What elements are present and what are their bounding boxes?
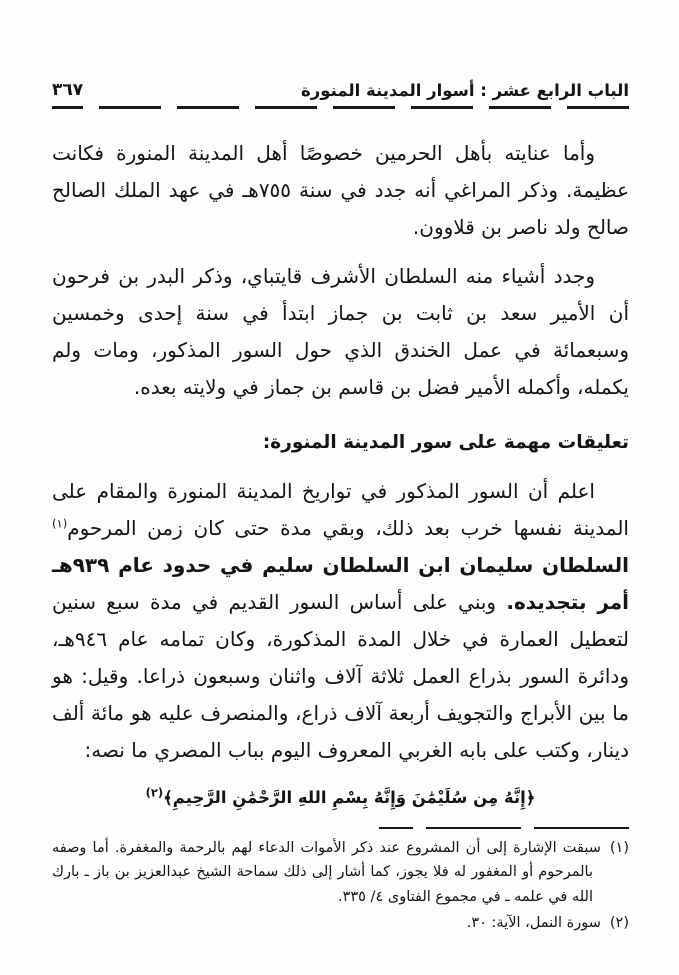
paragraph-2: وجدد أشياء منه السلطان الأشرف قايتباي، وذكر البدر بن فرحون أن الأمير سعد بن ثابت بن جماز ابتدأ في سنة إحدى وخمسين وسبعمائة في عمل الخندق الذي حول السور المذكور، ومات ولم يكمله، وأكمله الأمير فضل بن قاسم بن جماز في ولايته بعده.: [52, 263, 629, 399]
paragraph-3-text-end: وبني على أساس السور القديم في مدة سبع سنين لتعطيل العمارة في خلال المدة المذكورة، وكان تمامه عام ٩٤٦هـ، ودائرة السور بذراع العمل ثلاثة آلاف واثنان وسبعون ذراعا. وقيل: هو ما بين الأبراج والتجويف أربعة آلاف ذراع، والمنصرف عليه هو مائة ألف دينار، وكتب على بابه الغربي المعروف اليوم بباب المصري ما نصه:: [52, 589, 629, 762]
quran-verse: [52, 783, 629, 813]
chapter-title: الباب الرابع عشر : أسوار المدينة المنورة: [301, 81, 629, 100]
footnote-separator-rule: [379, 827, 629, 829]
paragraph-3-bold-sentence: السلطان سليمان ابن السلطان سليم في حدود عام ٩٣٩هـ أمر بتجديده.: [52, 552, 629, 614]
page-number: ٣٦٧: [52, 80, 84, 100]
page-header: [52, 80, 629, 100]
paragraph-3-text-start: اعلم أن السور المذكور في تواريخ المدينة المنورة والمقام على المدينة نفسها خرب بعد ذلك، وبقي مدة حتى كان زمن المرحوم: [52, 478, 629, 540]
footnote-reference-1: (١): [52, 515, 68, 530]
footnote-1-marker: (١): [609, 839, 629, 856]
footnote-1-text: سبقت الإشارة إلى أن المشروع عند ذكر الأموات الدعاء لهم بالرحمة والمغفرة. أما وصفه بالمرحوم أو المغفور له فلا يجوز، كما أشار إلى ذلك سماحة الشيخ عبدالعزيز بن باز ـ بارك الله في علمه ـ في مجموع الفتاوى ٤/ ٣٣٥.: [52, 839, 601, 905]
page-body: [52, 135, 629, 813]
section-heading: تعليقات مهمة على سور المدينة المنورة:: [262, 431, 629, 453]
paragraph-1: وأما عنايته بأهل الحرمين خصوصًا أهل المدينة المنورة فكانت عظيمة. وذكر المراغي أنه جدد في سنة ٧٥٥هـ في عهد الملك الصالح صالح ولد ناصر بن قلاوون.: [52, 140, 630, 239]
paragraph-3: [52, 473, 629, 769]
footnotes-section: [52, 827, 629, 936]
header-rule: [52, 106, 629, 109]
footnote-2-marker: (٢): [609, 915, 629, 931]
quran-verse-text: ﴿إِنَّهُ مِن سُلَيْمَٰنَ وَإِنَّهُ بِسْمِ اللهِ الرَّحْمَٰنِ الرَّحِيمِ﴾: [163, 787, 536, 807]
footnote-1: [52, 836, 629, 910]
footnote-2: [52, 911, 629, 936]
footnote-2-text: سورة النمل، الآية: ٣٠.: [466, 915, 601, 931]
footnote-reference-2: (٢): [145, 785, 164, 799]
